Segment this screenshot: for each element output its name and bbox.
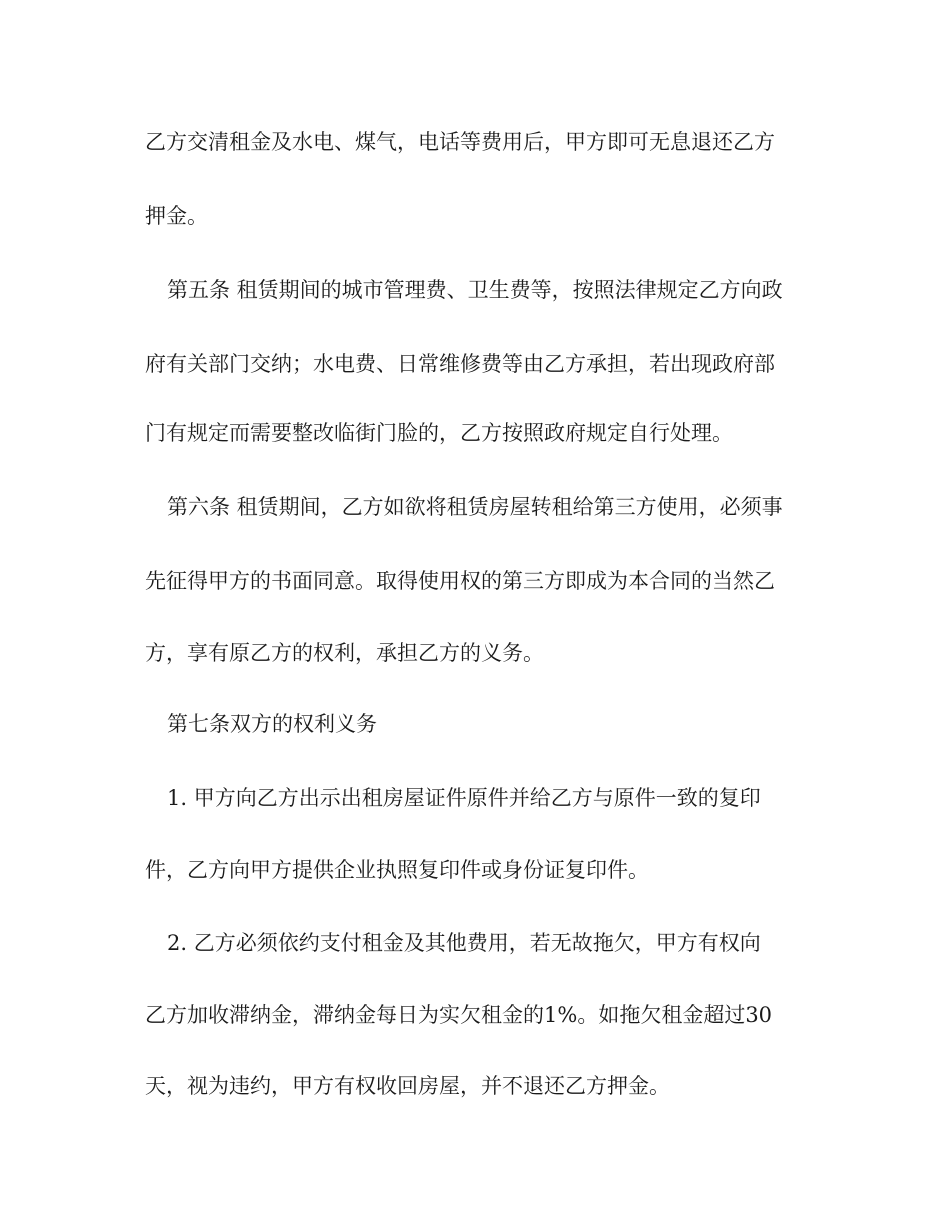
paragraph-line: 件，乙方向甲方提供企业执照复印件或身份证复印件。 bbox=[145, 858, 649, 882]
paragraph-line: 押金。 bbox=[145, 204, 208, 228]
paragraph-line: 方，享有原乙方的权利，承担乙方的义务。 bbox=[145, 641, 544, 665]
article-5-heading-line: 第五条 租赁期间的城市管理费、卫生费等，按照法律规定乙方向政 bbox=[167, 278, 783, 302]
paragraph-line: 乙方交清租金及水电、煤气，电话等费用后，甲方即可无息退还乙方 bbox=[145, 130, 775, 154]
paragraph-line: 门有规定而需要整改临街门脸的，乙方按照政府规定自行处理。 bbox=[145, 421, 733, 445]
paragraph-line: 乙方加收滞纳金，滞纳金每日为实欠租金的1%。如拖欠租金超过30 bbox=[145, 1003, 773, 1027]
article-6-heading-line: 第六条 租赁期间，乙方如欲将租赁房屋转租给第三方使用，必须事 bbox=[167, 495, 783, 519]
paragraph-line: 天，视为违约，甲方有权收回房屋，并不退还乙方押金。 bbox=[145, 1074, 670, 1098]
article-7-heading: 第七条双方的权利义务 bbox=[167, 712, 377, 736]
paragraph-line: 先征得甲方的书面同意。取得使用权的第三方即成为本合同的当然乙 bbox=[145, 569, 775, 593]
paragraph-line: 府有关部门交纳；水电费、日常维修费等由乙方承担，若出现政府部 bbox=[145, 352, 775, 376]
list-item-2-line: 2. 乙方必须依约支付租金及其他费用，若无故拖欠，甲方有权向 bbox=[167, 931, 761, 955]
list-item-1-line: 1. 甲方向乙方出示出租房屋证件原件并给乙方与原件一致的复印 bbox=[167, 786, 761, 810]
